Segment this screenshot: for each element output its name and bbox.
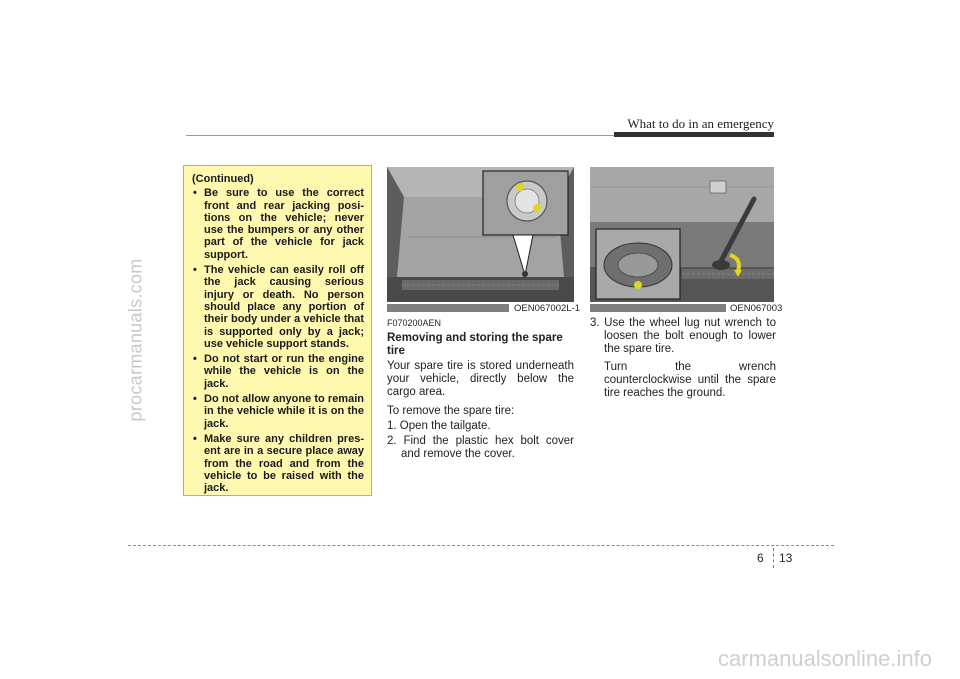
- warning-item: • The vehicle can easily roll off the jack causing serious injury or death. No person should place any portion of their body under a vehicle that is supported only by a jack; use vehicle support stands.: [192, 264, 364, 350]
- footer-rule: [128, 545, 834, 546]
- section-title: What to do in an emergency: [627, 116, 774, 131]
- step-3: 3. Use the wheel lug nut wrench to loosen the bolt enough to lower the spare tire.: [590, 317, 776, 355]
- chapter-number: 6: [757, 551, 764, 565]
- section-lead: To remove the spare tire:: [387, 405, 515, 417]
- warning-item: • Make sure any children pres-ent are in a secure place away from the road and from the vehicle to be raised with the jack.: [192, 433, 364, 494]
- page-number: 13: [779, 551, 793, 565]
- step-2: 2. Find the plastic hex bolt cover and remove the cover.: [387, 435, 574, 460]
- wrench-photo: [590, 167, 774, 302]
- watermark-side: procarmanuals.com: [125, 258, 146, 422]
- page-number-divider: [773, 548, 774, 568]
- section-intro: Your spare tire is stored underneath your vehicle, directly below the cargo area.: [387, 360, 574, 398]
- warning-box: [183, 165, 372, 496]
- figure-1-caption-bar: [387, 304, 509, 312]
- cargo-area-illustration: [387, 167, 574, 302]
- step-1: 1. Open the tailgate.: [387, 420, 491, 432]
- header-rule-accent: [614, 132, 774, 137]
- section-code: F070200AEN: [387, 318, 442, 328]
- figure-2-caption-bar: [590, 304, 726, 312]
- section-column-right: [590, 317, 776, 400]
- warning-item: • Do not allow anyone to remain in the vehicle while it is on the jack.: [192, 393, 364, 430]
- watermark-bottom: carmanualsonline.info: [717, 646, 932, 671]
- cargo-area-photo: [387, 167, 574, 302]
- warning-continued: (Continued): [192, 173, 254, 185]
- wrench-illustration: [590, 167, 774, 302]
- section-column-left: [387, 317, 574, 463]
- warning-list: [192, 187, 364, 494]
- warning-item: • Be sure to use the correct front and rear jacking posi-tions on the vehicle; never use the bumpers or any other part of the vehicle for jack support.: [192, 187, 364, 261]
- warning-item: • Do not start or run the engine while the vehicle is on the jack.: [192, 353, 364, 390]
- figure-1-caption: OEN067002L-1: [514, 303, 581, 314]
- section-heading: Removing and storing the spare tire: [387, 332, 563, 357]
- step-3-note: Turn the wrench counterclockwise until the spare tire reaches the ground.: [604, 361, 776, 399]
- figure-2-caption: OEN067003: [730, 303, 783, 314]
